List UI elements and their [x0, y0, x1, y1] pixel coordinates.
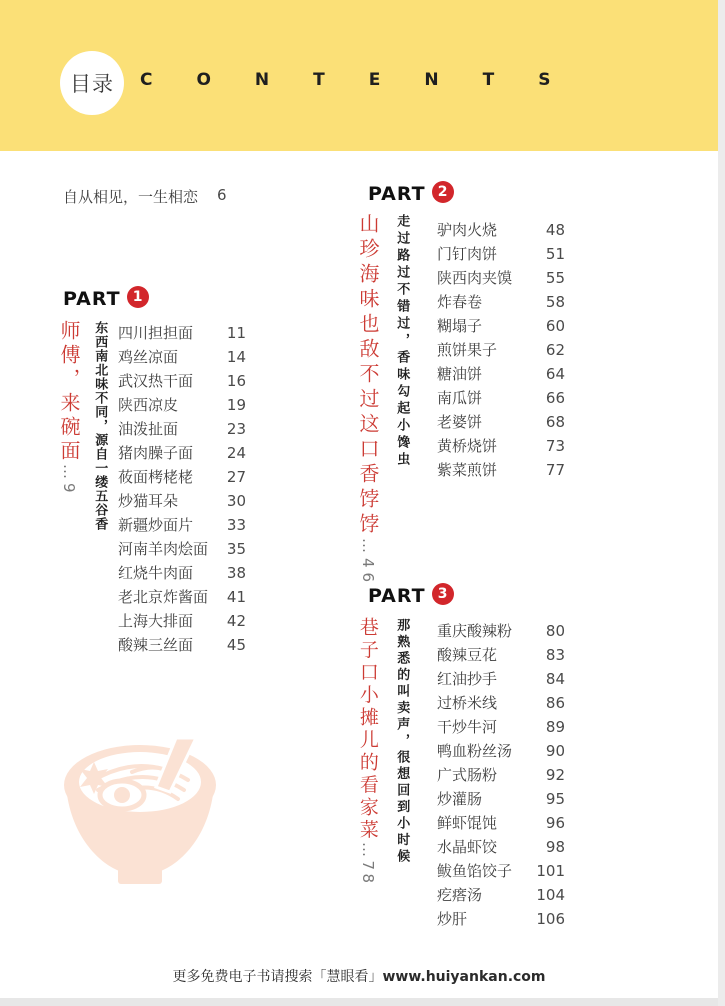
- part-2-subtitle: 走过路过不错过，香味勾起小馋虫: [394, 214, 410, 469]
- toc-entry[interactable]: [437, 644, 565, 668]
- dish-name: 鲜虾馄饨: [437, 814, 498, 832]
- dish-name: 炒灌肠: [437, 790, 483, 808]
- part-3-item-list: [437, 620, 565, 932]
- dish-name: 陕西肉夹馍: [437, 269, 513, 287]
- dish-name: 油泼扯面: [118, 420, 179, 438]
- toc-entry[interactable]: [437, 620, 565, 644]
- page-number: 48: [545, 221, 565, 239]
- noodle-bowl-icon: [60, 738, 220, 890]
- toc-entry[interactable]: [437, 219, 565, 243]
- page-number: 106: [536, 910, 565, 928]
- page-number: 58: [545, 293, 565, 311]
- dish-name: 炸春卷: [437, 293, 483, 311]
- toc-entry[interactable]: [118, 418, 246, 442]
- toc-entry[interactable]: [118, 538, 246, 562]
- toc-entry[interactable]: [118, 514, 246, 538]
- part-3-chapter-title: [357, 617, 378, 887]
- page-number: 16: [226, 372, 246, 390]
- dish-name: 猪肉臊子面: [118, 444, 194, 462]
- page-number: 73: [545, 437, 565, 455]
- page-number: 30: [226, 492, 246, 510]
- toc-entry[interactable]: [118, 322, 246, 346]
- page-number: 60: [545, 317, 565, 335]
- chapter-start-page: 46: [359, 558, 377, 588]
- toc-entry[interactable]: [118, 586, 246, 610]
- part-1-heading: [63, 288, 149, 310]
- part-number-badge: 1: [127, 286, 149, 308]
- page-number: 80: [545, 622, 565, 640]
- chapter-title-text: 山珍海味也敌不过这口香饽饽: [356, 213, 380, 538]
- part-label: PART: [63, 288, 121, 310]
- toc-entry[interactable]: [437, 860, 565, 884]
- part-1-subtitle: 东西南北味不同，源自一缕五谷香: [92, 321, 108, 531]
- dish-name: 干炒牛河: [437, 718, 498, 736]
- dish-name: 糖油饼: [437, 365, 483, 383]
- part-label: PART: [368, 183, 426, 205]
- dish-name: 四川担担面: [118, 324, 194, 342]
- page-number: 38: [226, 564, 246, 582]
- toc-entry[interactable]: [437, 315, 565, 339]
- part-3-subtitle: 那熟悉的叫卖声，很想回到小时候: [394, 618, 410, 866]
- toc-entry[interactable]: [118, 442, 246, 466]
- chapter-start-page: 9: [60, 483, 78, 497]
- page-number: 86: [545, 694, 565, 712]
- dish-name: 酸辣三丝面: [118, 636, 194, 654]
- toc-entry[interactable]: [437, 740, 565, 764]
- toc-entry[interactable]: [437, 812, 565, 836]
- dish-name: 鲅鱼馅饺子: [437, 862, 513, 880]
- toc-entry[interactable]: [437, 267, 565, 291]
- page-number: 11: [226, 324, 246, 342]
- dish-name: 重庆酸辣粉: [437, 622, 513, 640]
- page-number: 24: [226, 444, 246, 462]
- footer-url[interactable]: www.huiyankan.com: [382, 969, 546, 985]
- toc-entry[interactable]: [437, 788, 565, 812]
- toc-entry[interactable]: [437, 291, 565, 315]
- page-number: 55: [545, 269, 565, 287]
- toc-entry[interactable]: [118, 346, 246, 370]
- page-number: 90: [545, 742, 565, 760]
- intro-entry[interactable]: [63, 186, 227, 207]
- dish-name: 过桥米线: [437, 694, 498, 712]
- toc-entry[interactable]: [437, 692, 565, 716]
- part-1-item-list: [118, 322, 246, 658]
- toc-badge: [60, 51, 124, 115]
- toc-entry[interactable]: [437, 435, 565, 459]
- page-number: 77: [545, 461, 565, 479]
- part-2-heading: [368, 183, 454, 205]
- page-number: 35: [226, 540, 246, 558]
- toc-entry[interactable]: [118, 370, 246, 394]
- part-2-chapter-title: [357, 213, 379, 587]
- toc-entry[interactable]: [118, 466, 246, 490]
- dish-name: 疙瘩汤: [437, 886, 483, 904]
- dish-name: 武汉热干面: [118, 372, 194, 390]
- part-label: PART: [368, 585, 426, 607]
- page-number: 101: [536, 862, 565, 880]
- page-number: 62: [545, 341, 565, 359]
- toc-entry[interactable]: [437, 243, 565, 267]
- dish-name: 红烧牛肉面: [118, 564, 194, 582]
- toc-entry[interactable]: [437, 764, 565, 788]
- page-number: 92: [545, 766, 565, 784]
- dish-name: 门钉肉饼: [437, 245, 498, 263]
- dish-name: 紫菜煎饼: [437, 461, 498, 479]
- page-number: 33: [226, 516, 246, 534]
- page-number: 45: [226, 636, 246, 654]
- toc-entry[interactable]: [437, 411, 565, 435]
- dish-name: 驴肉火烧: [437, 221, 498, 239]
- page-number: 84: [545, 670, 565, 688]
- page-number: 6: [217, 186, 227, 204]
- dish-name: 新疆炒面片: [118, 516, 194, 534]
- toc-entry[interactable]: [437, 339, 565, 363]
- dish-name: 河南羊肉烩面: [118, 540, 209, 558]
- dish-name: 炒肝: [437, 910, 468, 928]
- dish-name: 水晶虾饺: [437, 838, 498, 856]
- dish-name: 南瓜饼: [437, 389, 483, 407]
- page-number: 27: [226, 468, 246, 486]
- dish-name: 陕西凉皮: [118, 396, 179, 414]
- dish-name: 鸭血粉丝汤: [437, 742, 513, 760]
- part-1-chapter-title: [58, 320, 80, 497]
- chapter-title-text: 师傅，来碗面: [57, 320, 81, 464]
- page-number: 66: [545, 389, 565, 407]
- toc-entry[interactable]: [118, 610, 246, 634]
- toc-entry[interactable]: [437, 363, 565, 387]
- dish-name: 红油抄手: [437, 670, 498, 688]
- toc-entry[interactable]: [437, 459, 565, 483]
- toc-badge-label: 目录: [70, 72, 114, 96]
- page-number: 95: [545, 790, 565, 808]
- chapter-title-text: 巷子口小摊儿的看家菜: [356, 617, 379, 842]
- page-number: 64: [545, 365, 565, 383]
- dish-name: 老北京炸酱面: [118, 588, 209, 606]
- page-edge-right: [718, 0, 725, 1006]
- page-number: 19: [226, 396, 246, 414]
- dish-name: 莜面栲栳栳: [118, 468, 194, 486]
- dish-name: 糊塌子: [437, 317, 483, 335]
- page-number: 83: [545, 646, 565, 664]
- dish-name: 黄桥烧饼: [437, 437, 498, 455]
- footer-text: 更多免费电子书请搜索「慧眼看」: [172, 969, 383, 985]
- toc-entry[interactable]: [118, 490, 246, 514]
- ellipsis: …: [359, 538, 377, 558]
- intro-title: 自从相见，一生相恋: [63, 188, 199, 206]
- dish-name: 酸辣豆花: [437, 646, 498, 664]
- toc-entry[interactable]: [437, 716, 565, 740]
- dish-name: 广式肠粉: [437, 766, 498, 784]
- ellipsis: …: [358, 842, 377, 861]
- page-number: 89: [545, 718, 565, 736]
- header-band: [0, 0, 719, 151]
- footer: [0, 966, 718, 986]
- page-number: 68: [545, 413, 565, 431]
- page-number: 41: [226, 588, 246, 606]
- dish-name: 煎饼果子: [437, 341, 498, 359]
- toc-entry[interactable]: [118, 562, 246, 586]
- part-2-item-list: [437, 219, 565, 483]
- toc-entry[interactable]: [437, 908, 565, 932]
- page-number: 14: [226, 348, 246, 366]
- toc-entry[interactable]: [118, 394, 246, 418]
- page-number: 42: [226, 612, 246, 630]
- toc-entry[interactable]: [437, 387, 565, 411]
- page-number: 98: [545, 838, 565, 856]
- toc-entry[interactable]: [437, 836, 565, 860]
- dish-name: 老婆饼: [437, 413, 483, 431]
- page-number: 104: [536, 886, 565, 904]
- page-number: 23: [226, 420, 246, 438]
- dish-name: 鸡丝凉面: [118, 348, 179, 366]
- part-3-heading: [368, 585, 454, 607]
- part-number-badge: 2: [432, 181, 454, 203]
- toc-entry[interactable]: [118, 634, 246, 658]
- page-title: CONTENTS: [140, 70, 595, 90]
- part-number-badge: 3: [432, 583, 454, 605]
- page-number: 51: [545, 245, 565, 263]
- dish-name: 上海大排面: [118, 612, 194, 630]
- toc-entry[interactable]: [437, 668, 565, 692]
- dish-name: 炒猫耳朵: [118, 492, 179, 510]
- page-edge-bottom: [0, 998, 718, 1006]
- page-number: 96: [545, 814, 565, 832]
- toc-entry[interactable]: [437, 884, 565, 908]
- ellipsis: …: [60, 464, 78, 483]
- chapter-start-page: 78: [358, 860, 377, 887]
